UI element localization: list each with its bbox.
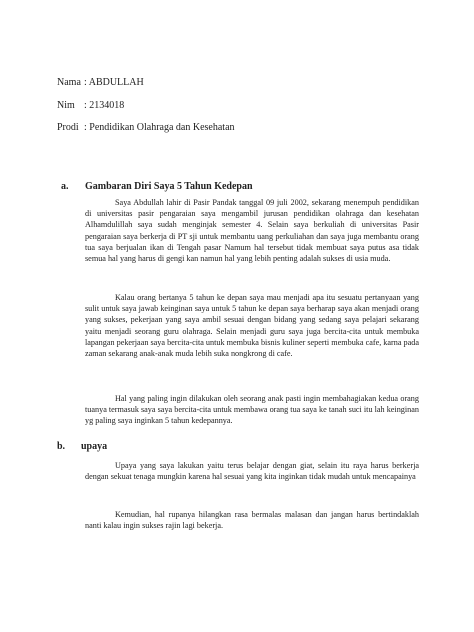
section-a-heading (61, 181, 253, 192)
prodi-line (57, 122, 235, 134)
section-b-heading (57, 441, 107, 452)
section-b-title: upaya (81, 441, 108, 452)
prodi-label: Prodi (57, 122, 79, 133)
prodi-value: : Pendidikan Olahraga dan Kesehatan (84, 122, 235, 133)
section-a-paragraph-2: Kalau orang bertanya 5 tahun ke depan saya mau menjadi apa itu sesuatu pertanyaan yang sulit untuk saya jawab keinginan saya untuk 5 tahun ke depan saya berharap saya akan menjadi orang yang sukses, pekerjaan yang saya ambil sesuai dengan bidang yang sedang saya pelajari sekarang yaitu menjadi seorang guru olahraga. Selain menjadi guru saya juga bercita-cita untuk membuka lapangan pekerjaan saya bercita-cita untuk membuka bisnis kuliner seperti membuka cafe, karna pada zaman sekarang anak-anak muda lebih suka nongkrong di cafe. (85, 293, 419, 359)
section-b-paragraph-2: Kemudian, hal rupanya hilangkan rasa bermalas malasan dan jangan harus bertindaklah nanti kalau ingin sukses rajin lagi bekerja. (85, 510, 419, 531)
section-a-paragraph-1: Saya Abdullah lahir di Pasir Pandak tanggal 09 juli 2002, sekarang menempuh pendidikan di universitas pasir pengaraian saya mengambil jurusan pendidikan olahraga dan kesehatan Alhamdulillah saya sudah menginjak semester 4. Selain saya berkuliah di universitas Pasir pengaraian saya berkerja di PT sji untuk membantu uang perkuliahan dan saya juga membantu orang tua saya berjualan ikan di Tengah pasar Namum hal tersebut tidak membuat saya putus asa tidak semua hal yang harus di gengi kan namun hal yang lebih penting adalah sukses di usia muda. (85, 198, 419, 264)
section-b-paragraph-1: Upaya yang saya lakukan yaitu terus belajar dengan giat, selain itu raya harus berkerja dengan sekuat tenaga mungkin karena hal sesuai yang kita inginkan tidak mudah untuk mencapainya (85, 461, 419, 482)
section-a-marker: a. (61, 181, 69, 192)
nama-label: Nama (57, 77, 81, 88)
section-a-paragraph-3: Hal yang paling ingin dilakukan oleh seorang anak pasti ingin membahagiakan kedua orang tuanya termasuk saya saya bercita-cita untuk membawa orang tua saya ke tanah suci itu lah keinginan yg paling saya inginkan 5 tahun kedepannya. (85, 394, 419, 426)
nim-value: : 2134018 (84, 100, 125, 111)
nama-line (57, 77, 144, 89)
nim-line (57, 100, 124, 112)
nama-value: : ABDULLAH (84, 77, 144, 88)
section-b-marker: b. (57, 441, 66, 452)
nim-label: Nim (57, 100, 75, 111)
section-a-title: Gambaran Diri Saya 5 Tahun Kedepan (85, 181, 253, 192)
